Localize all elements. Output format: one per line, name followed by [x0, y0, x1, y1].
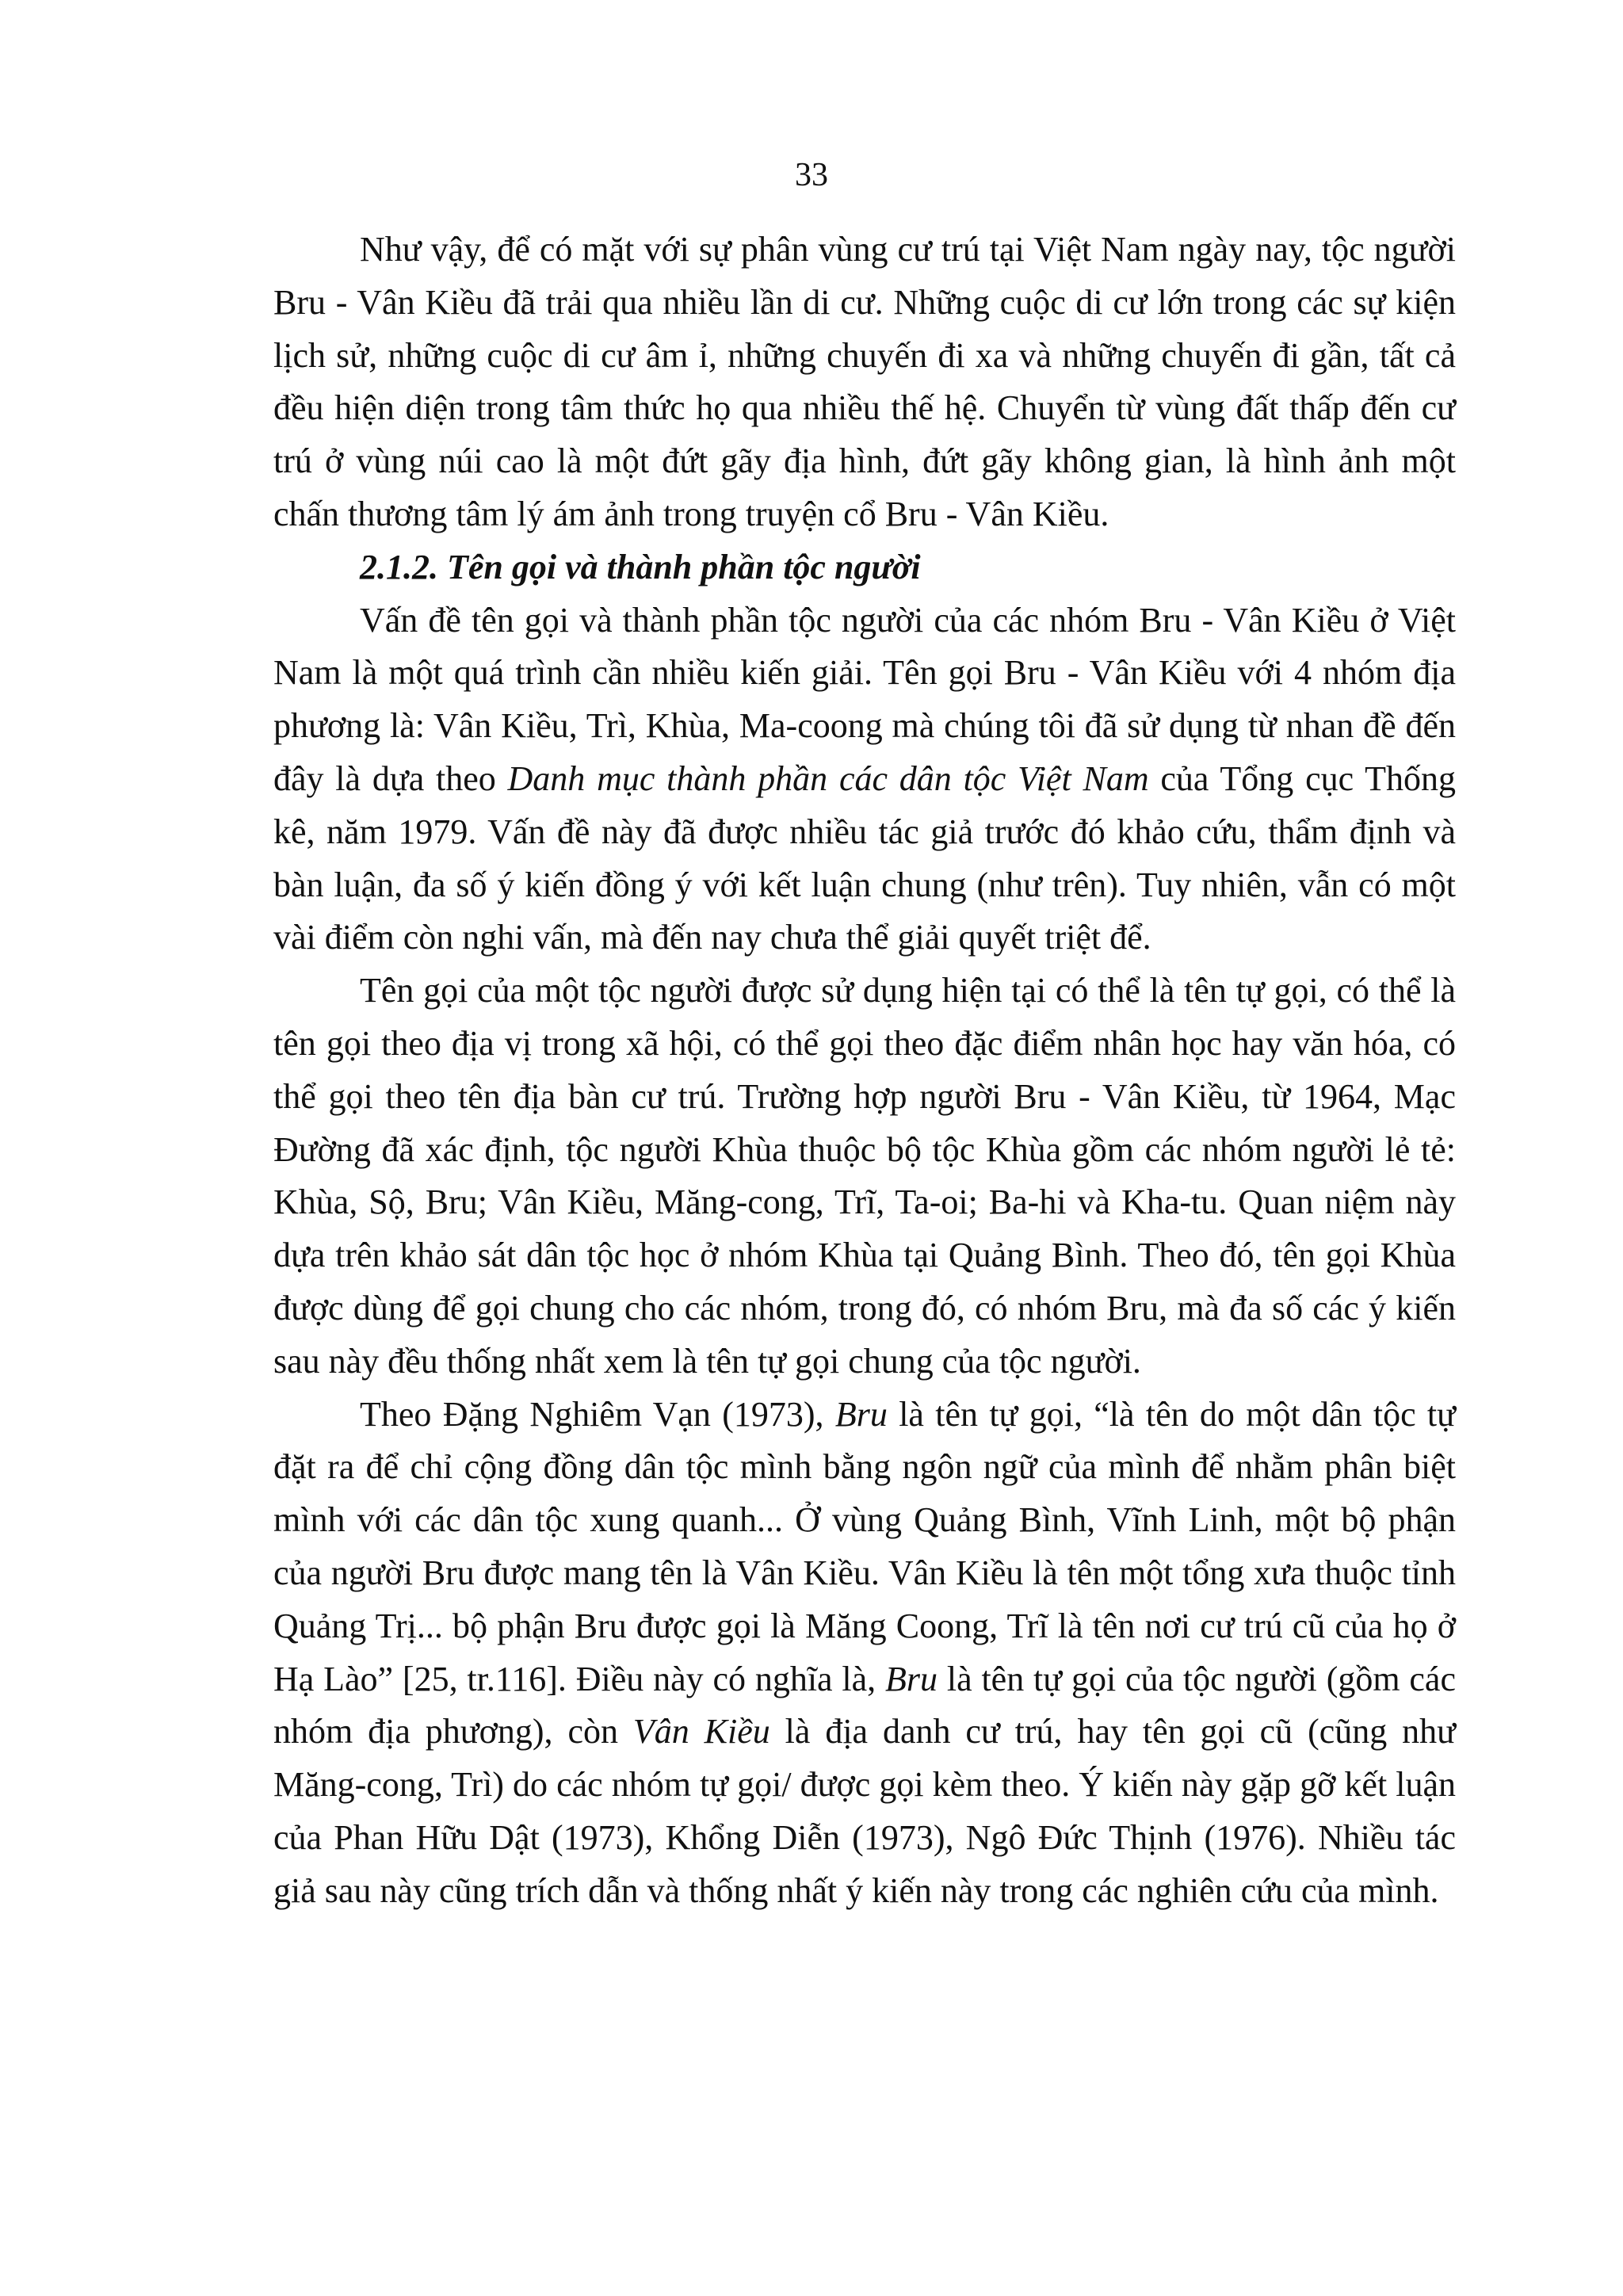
italic-title: Danh mục thành phần các dân tộc Việt Nam [507, 758, 1149, 798]
paragraph-dang-nghiem-van [273, 1389, 1456, 1918]
paragraph-migration: Như vậy, để có mặt với sự phân vùng cư trú tại Việt Nam ngày nay, tộc người Bru - Vân Kiều đã trải qua nhiều lần di cư. Những cuộc di cư lớn trong các sự kiện lịch sử, những cuộc di cư âm ỉ, những chuyến đi xa và những chuyến đi gần, tất cả đều hiện diện trong tâm thức họ qua nhiều thế hệ. Chuyển từ vùng đất thấp đến cư trú ở vùng núi cao là một đứt gãy địa hình, đứt gãy không gian, là hình ảnh một chấn thương tâm lý ám ảnh trong truyện cổ Bru - Vân Kiều. [273, 230, 1456, 533]
italic-term: Bru [834, 1394, 888, 1434]
paragraph-naming-types: Tên gọi của một tộc người được sử dụng hiện tại có thể là tên tự gọi, có thể là tên gọi theo địa vị trong xã hội, có thể gọi theo đặc điểm nhân học hay văn hóa, có thể gọi theo tên địa bàn cư trú. Trường hợp người Bru - Vân Kiều, từ 1964, Mạc Đường đã xác định, tộc người Khùa thuộc bộ tộc Khùa gồm các nhóm người lẻ tẻ: Khùa, Sộ, Bru; Vân Kiều, Măng-cong, Trĩ, Ta-oi; Ba-hi và Kha-tu. Quan niệm này dựa trên khảo sát dân tộc học ở nhóm Khùa tại Quảng Bình. Theo đó, tên gọi Khùa được dùng để gọi chung cho các nhóm, trong đó, có nhóm Bru, mà đa số các ý kiến sau này đều thống nhất xem là tên tự gọi chung của tộc người. [273, 971, 1456, 1381]
text-run: là tên tự gọi của tộc người (gồm các nhóm địa phương), còn [273, 1659, 1456, 1752]
italic-term: Bru [885, 1659, 938, 1698]
italic-term: Vân Kiều [632, 1712, 770, 1752]
section-heading: 2.1.2. Tên gọi và thành phần tộc người [360, 547, 921, 586]
text-run: là địa danh cư trú, hay tên gọi cũ (cũng như Măng-cong, Trì) do các nhóm tự gọi/ được gọi kèm theo. Ý kiến này gặp gỡ kết luận của Phan Hữu Dật (1973), Khổng Diễn (1973), Ngô Đức Thịnh (1976). Nhiều tác giả sau này cũng trích dẫn và thống nhất ý kiến này trong các nghiên cứu của mình. [273, 1712, 1457, 1910]
text-run: Theo Đặng Nghiêm Vạn (1973), [360, 1394, 835, 1434]
page-number: 33 [795, 157, 828, 193]
paragraph-naming-issue [273, 594, 1456, 965]
document-body [273, 223, 1456, 1918]
text-run: của Tổng cục Thống kê, năm 1979. Vấn đề này đã được nhiều tác giả trước đó khảo cứu, thẩm định và bàn luận, đa số ý kiến đồng ý với kết luận chung (như trên). Tuy nhiên, vẫn có một vài điểm còn nghi vấn, mà đến nay chưa thể giải quyết triệt để. [273, 758, 1456, 957]
text-run: là tên tự gọi, “là tên do một dân tộc tự đặt ra để chỉ cộng đồng dân tộc mình bằng ngôn ngữ của mình để nhằm phân biệt mình với các dân tộc xung quanh... Ở vùng Quảng Bình, Vĩnh Linh, một bộ phận của người Bru được mang tên là Vân Kiều. Vân Kiều là tên một tổng xưa thuộc tỉnh Quảng Trị... bộ phận Bru được gọi là Măng Coong, Trĩ là tên nơi cư trú cũ của họ ở Hạ Lào” [25, tr.116]. Điều này có nghĩa là, [273, 1394, 1457, 1698]
text-run: Vấn đề tên gọi và thành phần tộc người của các nhóm Bru - Vân Kiều ở Việt Nam là một quá trình cần nhiều kiến giải. Tên gọi Bru - Vân Kiều với 4 nhóm địa phương là: Vân Kiều, Trì, Khùa, Ma-coong mà chúng tôi đã sử dụng từ nhan đề đến đây là dựa theo [273, 600, 1456, 798]
